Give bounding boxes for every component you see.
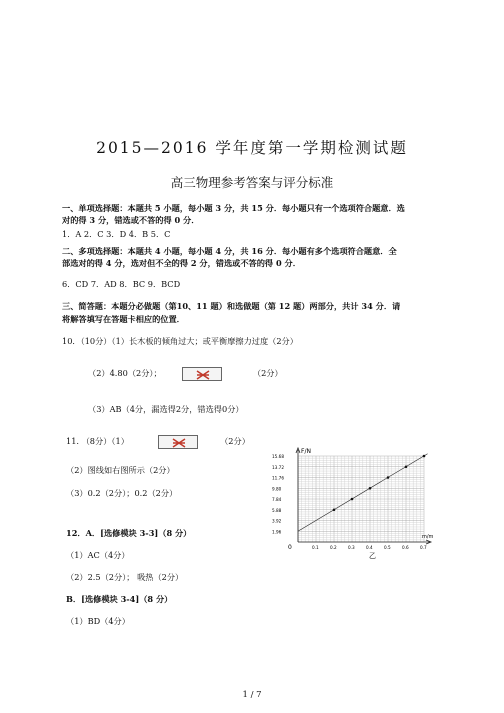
data-point [369,487,372,490]
y-tick-label: 11.76 [272,475,284,481]
x-tick-label: 0.4 [366,545,373,550]
section2-answers: 6．CD 7．AD 8．BC 9．BCD [62,279,181,289]
q12-a-header: 12．A．[选修模块 3-3]（8 分） [66,528,192,538]
y-tick-label: 13.72 [272,464,284,470]
q12-a1: （1）AC（4分） [66,550,130,560]
y-tick-label: 7.84 [272,497,282,502]
graph-grid [298,456,424,542]
q11-line1 [66,435,250,449]
y-tick-label: 5.88 [272,507,282,513]
q10-line2-score: （2分） [252,368,283,378]
graph-y-tick-labels [272,454,284,534]
q10-line2 [88,367,283,381]
y-tick-label: 15.68 [272,454,284,459]
q11-line1-score: （2分） [220,436,250,446]
x-tick-label: 0.2 [330,545,337,550]
data-point [387,476,390,479]
section2-header-line1: 二、多项选择题：本题共 4 小题，每小题 4 分，共 16 分．每小题有多个选项符合题意．全 [62,246,397,256]
q11-line2: （2）图线如右图所示（2分） [66,465,175,475]
q11-line3: （3）0.2（2分）；0.2（2分） [66,488,178,498]
x-tick-label: 0.3 [348,545,355,550]
data-point [351,498,354,501]
x-tick-label: 0.1 [312,545,319,550]
data-point [423,455,426,458]
force-mass-graph [270,446,440,564]
graph-x-axis-label: m/m [422,534,434,540]
section1-answers: 1．A 2．C 3．D 4．B 5．C [62,229,171,239]
q12-a2: （2）2.5（2分）； 吸热（2分） [66,572,184,582]
graph-y-axis-label: F/N [301,448,311,455]
q11-image-placeholder [158,435,198,449]
q11-line1-text: 11. （8分）（1） [66,436,129,446]
q12-b-header: B．[选修模块 3-4]（8 分） [66,594,173,604]
broken-image-icon [159,436,199,450]
x-tick-label: 0.6 [402,545,409,550]
graph-caption: 乙 [369,552,376,560]
section2-header-line2: 部选对的得 4 分，选对但不全的得 2 分，错选或不答的得 0 分． [62,258,301,268]
q10-line2-text: （2）4.80（2分）； [88,368,162,378]
graph-x-tick-labels [312,545,427,550]
q10-line3: （3）AB（4分，漏选得2分，错选得0分） [88,404,244,414]
q10-line1: 10．（10分）（1）长木板的倾角过大；或平衡摩擦力过度（2分） [62,336,298,346]
data-point [405,465,408,468]
data-point [333,508,336,511]
y-tick-label: 3.92 [272,518,282,524]
document-title: 2015—2016 学年度第一学期检测试题 [96,139,408,157]
y-tick-label: 1.96 [272,529,282,535]
x-tick-label: 0.5 [384,545,391,550]
section3-header-line1: 三、简答题：本题分必做题（第10、11 题）和选做题（第 12 题）两部分，共计 34 分．请 [62,301,401,311]
document-subtitle: 高三物理参考答案与评分标准 [170,175,334,190]
graph-origin-label: 0 [288,544,292,551]
x-tick-label: 0.7 [420,545,427,550]
broken-image-icon [183,368,223,382]
section3-header-line2: 将解答填写在答题卡相应的位置． [62,314,185,324]
y-tick-label: 9.80 [272,486,282,492]
q12-b1: （1）BD（4分） [66,616,130,626]
q10-image-placeholder [182,367,222,381]
section1-header-line1: 一、单项选择题：本题共 5 小题，每小题 3 分，共 15 分．每小题只有一个选项符合题意．选 [62,203,405,213]
page-number: 1 / 7 [242,690,262,700]
section1-header-line2: 对的得 3 分，错选或不答的得 0 分． [62,215,200,225]
